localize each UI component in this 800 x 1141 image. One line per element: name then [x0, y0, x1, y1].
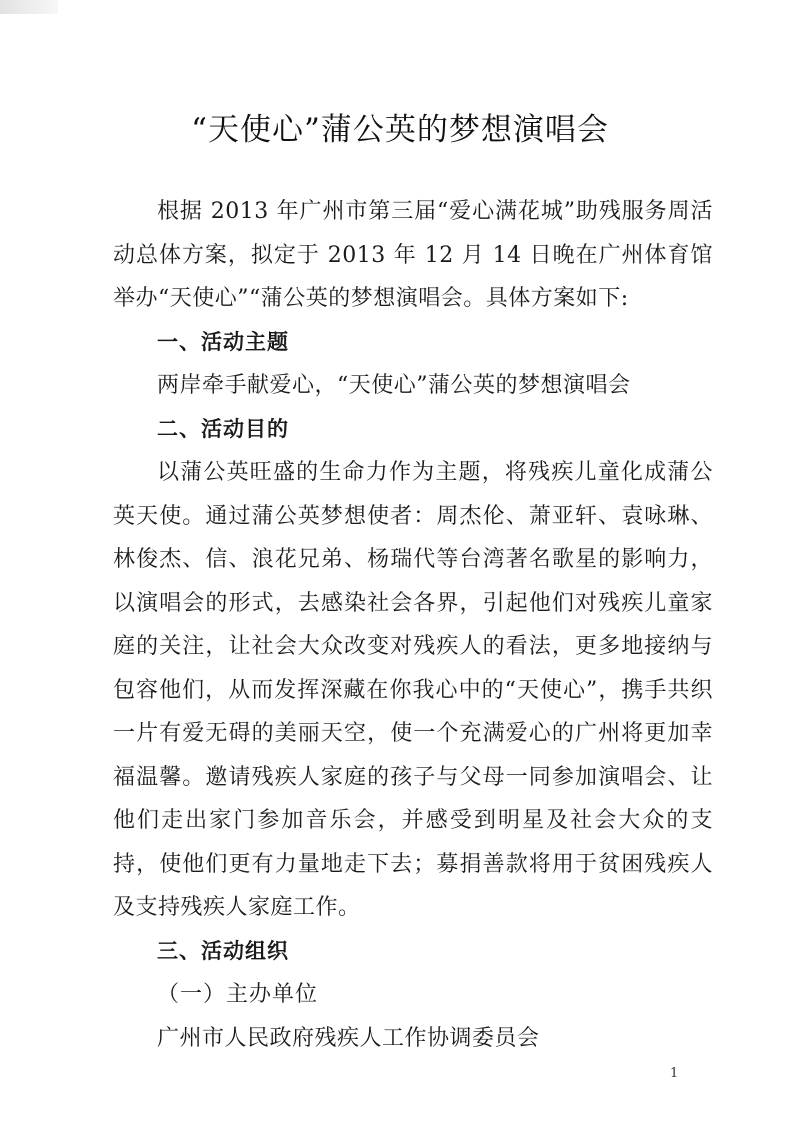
scan-artifact — [0, 0, 58, 14]
document-title: “天使心”蒲公英的梦想演唱会 — [191, 112, 609, 148]
page-number: 1 — [670, 1066, 679, 1081]
section-subheading-host: （一）主办单位 — [157, 982, 319, 1007]
section-text-purpose: 以蒲公英旺盛的生命力作为主题，将残疾儿童化成蒲公英天使。通过蒲公英梦想使者：周杰伦、萧亚轩、袁咏琳、林俊杰、信、浪花兄弟、杨瑞代等台湾著名歌星的影响力，以演唱会的形式，去感染社会各界，引起他们对残疾儿童家庭的关注，让社会大众改变对残疾人的看法，更多地接纳与包容他们，从而发挥深藏在你我心中的“天使心”，携手共织一片有爱无碍的美丽天空，使一个充满爱心的广州将更加幸福温馨。邀请残疾人家庭的孩子与父母一同参加演唱会、让他们走出家门参加音乐会，并感受到明星及社会大众的支持，使他们更有力量地走下去；募捐善款将用于贫困残疾人及支持残疾人家庭工作。 — [113, 460, 713, 920]
intro-paragraph: 根据 2013 年广州市第三届“爱心满花城”助残服务周活动总体方案，拟定于 2013 年 12 月 14 日晚在广州体育馆举办“天使心”“蒲公英的梦想演唱会。具体方案如下: — [113, 199, 713, 311]
section-text-host: 广州市人民政府残疾人工作协调委员会 — [157, 1025, 540, 1051]
section-heading-purpose: 二、活动目的 — [157, 416, 289, 441]
section-heading-organization: 三、活动组织 — [157, 938, 289, 963]
section-text-theme: 两岸牵手献爱心，“天使心”蒲公英的梦想演唱会 — [157, 373, 631, 398]
section-heading-theme: 一、活动主题 — [157, 329, 289, 354]
document-body — [113, 190, 713, 1060]
